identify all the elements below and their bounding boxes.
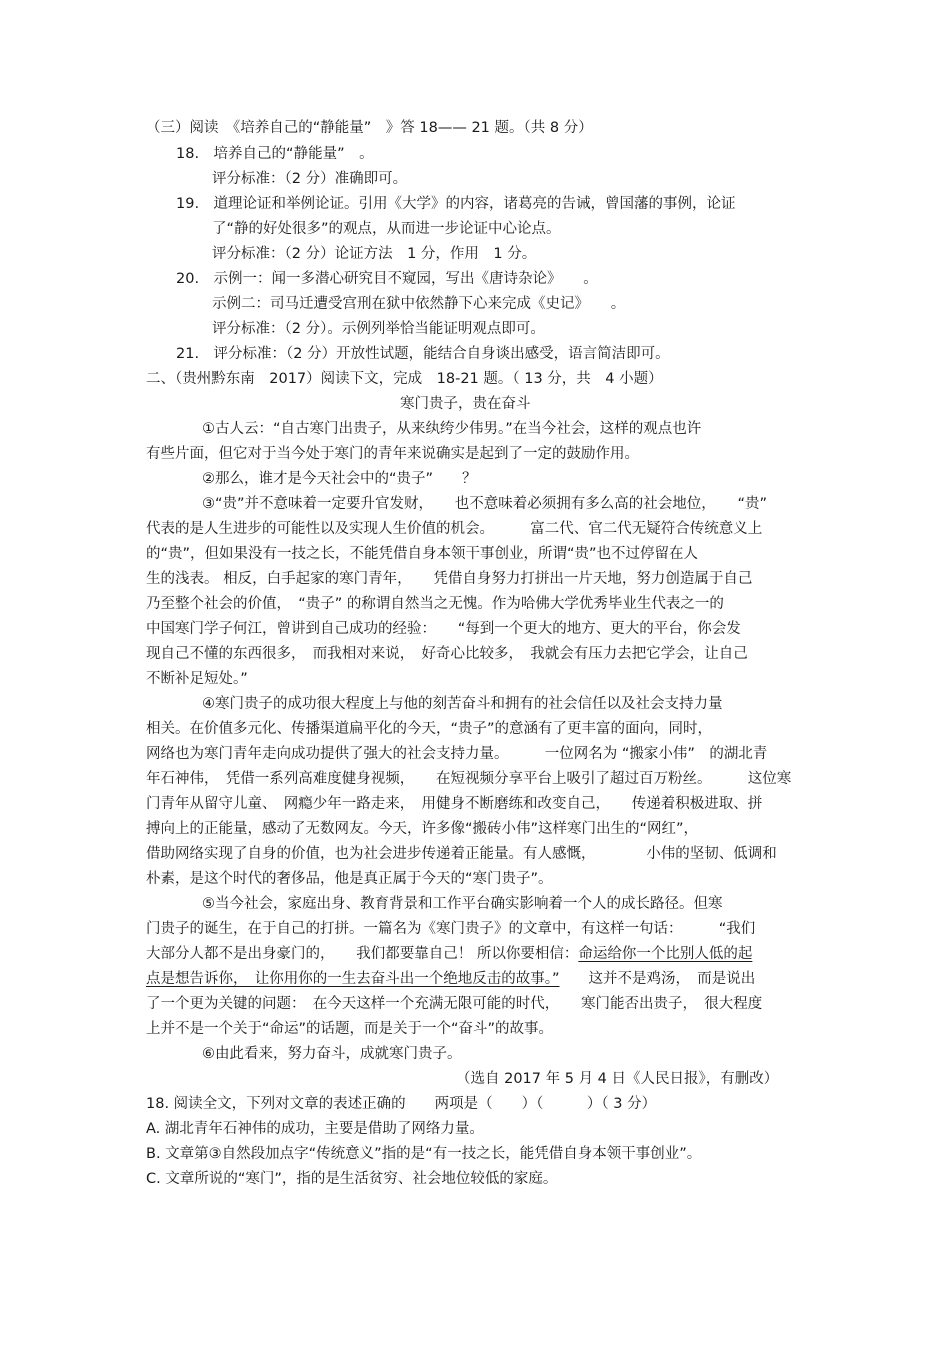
underlined-quote-start: 命运给你一个比别人低的起	[578, 946, 753, 962]
q20-example1: 20. 示例一：闻一多潜心研究目不窥园，写出《唐诗杂论》 。	[176, 271, 598, 287]
option-b: B. 文章第③自然段加点字“传统意义”指的是“有一技之长，能凭借自身本领干事创业”。	[146, 1146, 702, 1162]
p3-line3: 的“贵”，但如果没有一技之长，不能凭借自身本领干事创业，所谓“贵”也不过停留在人	[146, 546, 699, 562]
p4-line5: 门青年从留守儿童、 网瘾少年一路走来， 用健身不断磨练和改变自己， 传递着积极进取、拼	[146, 796, 763, 812]
p5-line1: ⑤当今社会，家庭出身、教育背景和工作平台确实影响着一个人的成长路径。但寒	[202, 896, 723, 912]
option-c: C. 文章所说的“寒门”，指的是生活贫穷、社会地位较低的家庭。	[146, 1171, 558, 1187]
p5-line5: 了一个更为关键的问题： 在今天这样一个充满无限可能的时代， 寒门能否出贵子， 很大程度	[146, 996, 763, 1012]
q18-stem: 18. 阅读全文，下列对文章的表述正确的 两项是（ ）（ ）（ 3 分）	[146, 1096, 657, 1112]
p4-line4: 年石神伟， 凭借一系列高难度健身视频， 在短视频分享平台上吸引了超过百万粉丝。 这位寒	[146, 771, 792, 787]
p4-line2: 相关。在价值多元化、传播渠道扁平化的今天，“贵子”的意涵有了更丰富的面向，同时，	[146, 721, 713, 737]
p5-line3-text: 大部分人都不是出身豪门的， 我们都要靠自己！ 所以你要相信：	[146, 946, 579, 962]
p6-line1: ⑥由此看来，努力奋斗，成就寒门贵子。	[202, 1046, 462, 1062]
p4-line1: ④寒门贵子的成功很大程度上与他的刻苦奋斗和拥有的社会信任以及社会支持力量	[202, 696, 723, 712]
p3-line8: 不断补足短处。”	[146, 671, 248, 687]
section3-heading: （三）阅读 《培养自己的“静能量” 》答 18—— 21 题。（共 8 分）	[146, 120, 593, 136]
underlined-quote-end: 点是想告诉你， 让你用你的一生去奋斗出一个绝地反击的故事。”	[146, 971, 560, 987]
q19-answer-line1: 19. 道理论证和举例论证。引用《大学》的内容，诸葛亮的告诫，曾国藩的事例，论证	[176, 196, 736, 212]
p3-line2: 代表的是人生进步的可能性以及实现人生价值的机会。 富二代、官二代无疑符合传统意义上	[146, 521, 763, 537]
p5-line4-text: 这并不是鸡汤， 而是说出	[559, 971, 756, 987]
p4-line3: 网络也为寒门青年走向成功提供了强大的社会支持力量。 一位网名为 “搬家小伟” 的湖北青	[146, 746, 768, 762]
p3-line7: 现自己不懂的东西很多， 而我相对来说， 好奇心比较多， 我就会有压力去把它学会，让自己	[146, 646, 748, 662]
p1-line2: 有些片面，但它对于当今处于寒门的青年来说确实是起到了一定的鼓励作用。	[146, 446, 639, 462]
p2-line1: ②那么，谁才是今天社会中的“贵子” ？	[202, 471, 477, 487]
article-title: 寒门贵子，贵在奋斗	[400, 396, 531, 412]
p5-line3	[146, 944, 752, 964]
q20-score: 评分标准：（2 分）。示例列举恰当能证明观点即可。	[212, 321, 545, 337]
p4-line7: 借助网络实现了自身的价值，也为社会进步传递着正能量。有人感慨， 小伟的坚韧、低调和	[146, 846, 777, 862]
q19-score: 评分标准：（2 分）论证方法 1 分，作用 1 分。	[212, 246, 537, 262]
q21-score: 21. 评分标准：（2 分）开放性试题，能结合自身谈出感受，语言简洁即可。	[176, 346, 670, 362]
p5-line4	[146, 969, 755, 989]
q18-score: 评分标准：（2 分）准确即可。	[212, 171, 408, 187]
option-a: A. 湖北青年石神伟的成功，主要是借助了网络力量。	[146, 1121, 484, 1137]
p4-line8: 朴素，是这个时代的奢侈品，他是真正属于今天的“寒门贵子”。	[146, 871, 553, 887]
p1-line1: ①古人云：“自古寒门出贵子，从来纨绔少伟男。”在当今社会，这样的观点也许	[202, 421, 702, 437]
article-source: （选自 2017 年 5 月 4 日《人民日报》，有删改）	[456, 1071, 779, 1087]
q19-answer-line2: 了“静的好处很多”的观点，从而进一步论证中心论点。	[212, 221, 561, 237]
q18-answer: 18. 培养自己的“静能量” 。	[176, 146, 374, 162]
p5-line2: 门贵子的诞生，在于自己的打拼。一篇名为《寒门贵子》的文章中，有这样一句话： “我们	[146, 921, 756, 937]
p4-line6: 搏向上的正能量，感动了无数网友。今天，许多像“搬砖小伟”这样寒门出生的“网红”，	[146, 821, 699, 837]
p3-line6: 中国寒门学子何江，曾讲到自己成功的经验： “每到一个更大的地方、更大的平台，你会发	[146, 621, 741, 637]
p3-line1: ③“贵”并不意味着一定要升官发财， 也不意味着必须拥有多么高的社会地位， “贵”	[202, 496, 768, 512]
p3-line4: 生的浅表。 相反，白手起家的寒门青年， 凭借自身努力打拼出一片天地，努力创造属于自己	[146, 571, 753, 587]
q20-example2: 示例二：司马迁遭受宫刑在狱中依然静下心来完成《史记》 。	[212, 296, 626, 312]
p5-line6: 上并不是一个关于“命运”的话题，而是关于一个“奋斗”的故事。	[146, 1021, 554, 1037]
section2-heading: 二、（贵州黔东南 2017）阅读下文，完成 18-21 题。（ 13 分，共 4 小题）	[146, 371, 663, 387]
p3-line5: 乃至整个社会的价值， “贵子” 的称谓自然当之无愧。作为哈佛大学优秀毕业生代表之一的	[146, 596, 724, 612]
